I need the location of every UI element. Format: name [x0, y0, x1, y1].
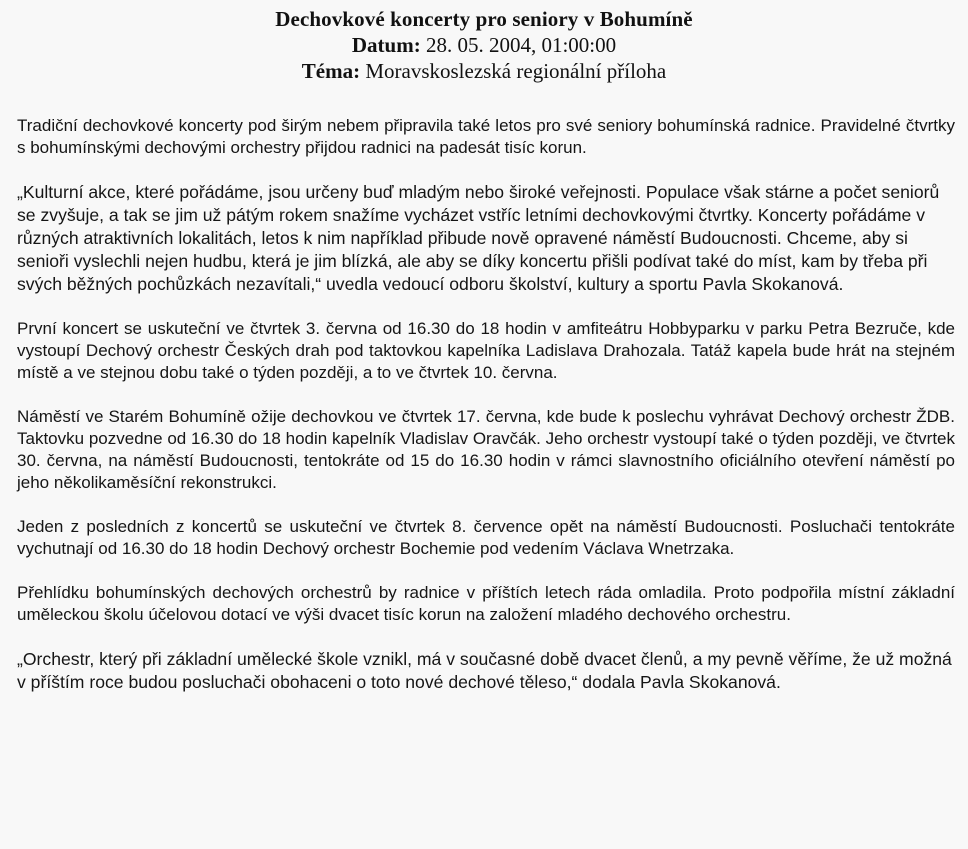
paragraph-last-concerts: Jeden z posledních z koncertů se uskuteční ve čtvrtek 8. července opět na náměstí Budoucnosti. Posluchači tentokráte vychutnají od 16.30 do 18 hodin Dechový orchestr Bochemie pod vedením Václava Wnetrzaka. — [17, 517, 955, 558]
paragraph-intro: Tradiční dechovkové koncerty pod širým nebem připravila také letos pro své seniory bohumínská radnice. Pravidelné čtvrtky s bohumínskými dechovými orchestry přijdou radnici na padesát tisíc korun. — [17, 116, 955, 157]
paragraph-youth-orchestra: Přehlídku bohumínských dechových orchestrů by radnice v příštích letech ráda omladila. Proto podpořila místní základní uměleckou školu účelovou dotací ve výši dvacet tisíc korun na založení mladého dechového orchestru. — [17, 583, 955, 624]
topic-label: Téma: — [301, 59, 361, 83]
paragraph-closing-quote: „Orchestr, který při základní umělecké škole vznikl, má v současné době dvacet členů, a my pevně věříme, že už možná v příštím roce budou posluchači obohaceni o toto nové dechové těleso,“ dodala Pavla Skokanová. — [17, 649, 952, 692]
topic-value: Moravskoslezská regionální příloha — [365, 59, 667, 83]
topic-line — [0, 58, 968, 84]
article-title: Dechovkové koncerty pro seniory v Bohumíně — [275, 7, 693, 31]
paragraph-first-concert: První koncert se uskuteční ve čtvrtek 3. června od 16.30 do 18 hodin v amfiteátru Hobbyparku v parku Petra Bezruče, kde vystoupí Dechový orchestr Českých drah pod taktovkou kapelníka Ladislava Drahozala. Tatáž kapela bude hrát na stejném místě a ve stejnou dobu také o týden později, a to ve čtvrtek 10. června. — [17, 319, 955, 382]
date-value: 28. 05. 2004, 01:00:00 — [425, 33, 617, 57]
date-label: Datum: — [351, 33, 421, 57]
paragraph-stary-bohumin: Náměstí ve Starém Bohumíně ožije dechovkou ve čtvrtek 17. června, kde bude k poslechu vyhrávat Dechový orchestr ŽDB. Taktovku pozvedne od 16.30 do 18 hodin kapelník Vladislav Oravčák. Jeho orchestr vystoupí také o týden později, ve čtvrtek 30. června, na náměstí Budoucnosti, tentokráte od 15 do 16.30 hodin v rámci slavnostního oficiálního otevření náměstí po jeho několikaměsíční rekonstrukci. — [17, 407, 955, 492]
paragraph-quote-skokanova: „Kulturní akce, které pořádáme, jsou určeny buď mladým nebo široké veřejnosti. Populace však stárne a počet seniorů se zvyšuje, a tak se jim už pátým rokem snažíme vycházet vstříc letními dechovkovými čtvrtky. Koncerty pořádáme v různých atraktivních lokalitách, letos k nim například přibude nově opravené náměstí Budoucnosti. Chceme, aby si senioři vyslechli nejen hudbu, která je jim blízká, ale aby se díky koncertu přišli podívat také do míst, kam by třeba při svých běžných pochůzkách nezavítali,“ uvedla vedoucí odboru školství, kultury a sportu Pavla Skokanová. — [17, 182, 940, 294]
date-line — [0, 32, 968, 58]
article-body — [17, 115, 955, 716]
article-header — [0, 6, 968, 84]
